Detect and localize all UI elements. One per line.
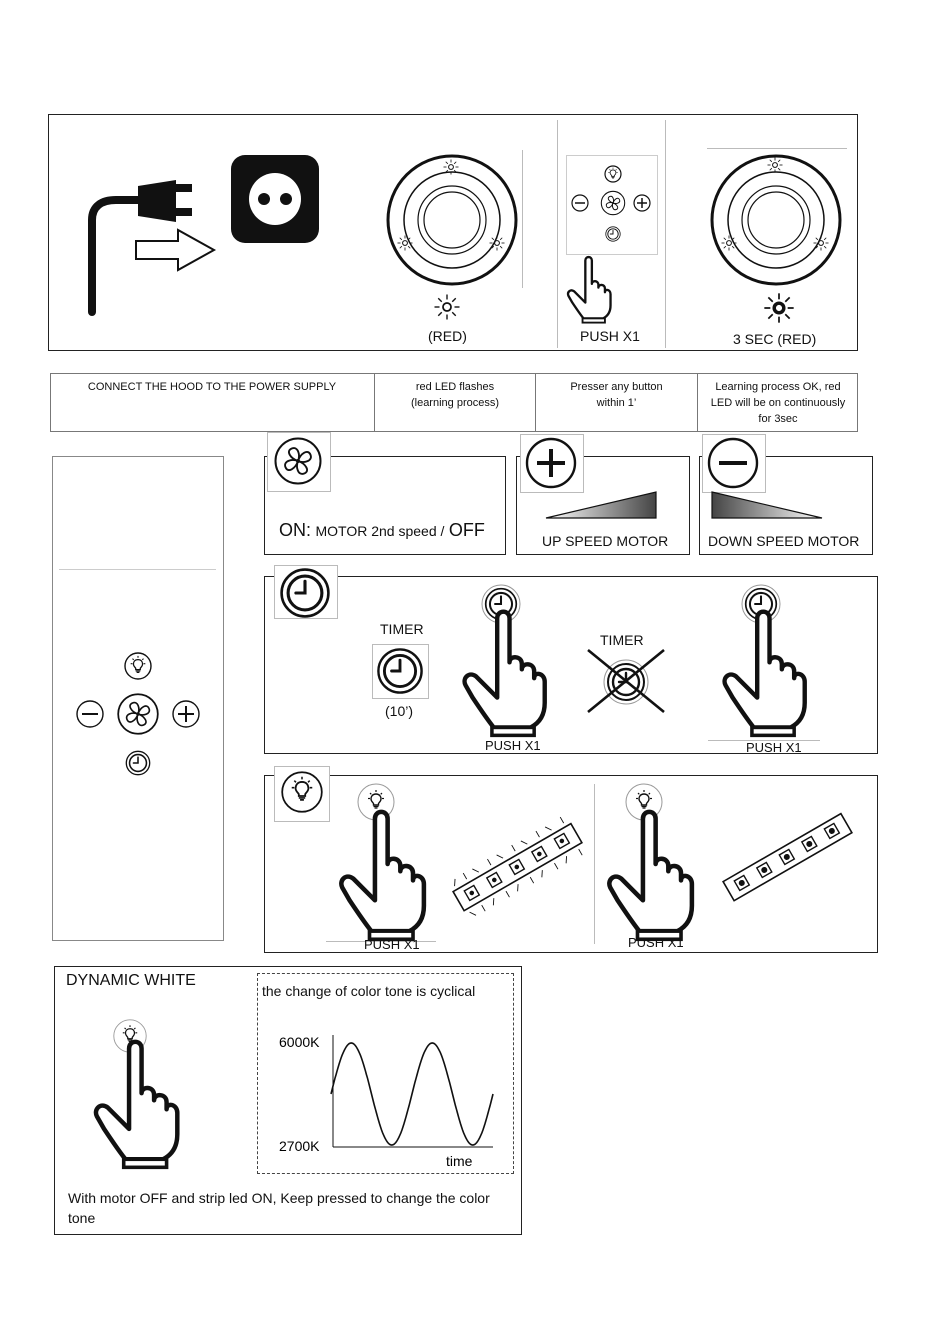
off-label: OFF (448, 520, 485, 540)
color-tone-chart (257, 973, 514, 1174)
divider (522, 150, 523, 288)
light-push-label: PUSH X1 (628, 935, 684, 950)
step-cell-flash: red LED flashes (learning process) (374, 373, 535, 431)
motor-toggle-label (279, 520, 485, 541)
keypad-large (70, 650, 206, 778)
timer-clock-icon (376, 647, 424, 695)
dynamic-white-instruction: With motor OFF and strip led ON, Keep pressed to change the color tone (68, 1190, 490, 1226)
up-speed-label: UP SPEED MOTOR (542, 533, 669, 549)
plus-icon[interactable] (524, 436, 578, 490)
ramp-up-icon (544, 490, 660, 520)
keypad-diagram (568, 160, 658, 250)
timer-push-label: PUSH X1 (746, 740, 802, 755)
timer-label: TIMER (380, 621, 424, 637)
red-led-on-icon (763, 292, 795, 324)
pointing-hand-icon (92, 1036, 184, 1170)
wall-socket-icon (230, 154, 320, 244)
divider (665, 120, 666, 348)
bulb-icon[interactable] (280, 770, 324, 814)
down-speed-label: DOWN SPEED MOTOR (708, 533, 860, 549)
pointing-hand-icon (336, 806, 432, 942)
y-tick-label-top: 6000K (279, 1034, 320, 1050)
step-cell-press: Presser any button within 1’ (535, 373, 697, 431)
led-strip-on-icon (448, 818, 588, 918)
minus-icon[interactable] (706, 436, 760, 490)
pointing-hand-icon (566, 254, 614, 324)
led-strip-off-icon (718, 808, 858, 908)
label-push: PUSH X1 (580, 328, 640, 344)
color-tone-wave (331, 1043, 493, 1145)
timer-push-label: PUSH X1 (485, 738, 541, 753)
y-tick-label-bottom: 2700K (279, 1138, 320, 1154)
timer-minutes: (10’) (385, 703, 414, 719)
label-red: (RED) (428, 328, 467, 344)
clock-icon[interactable] (279, 567, 331, 619)
timer-off-label: TIMER (600, 632, 644, 648)
ramp-down-icon (710, 490, 826, 520)
divider (594, 784, 595, 944)
arrow-right-icon (134, 228, 216, 272)
control-ring-steady (708, 150, 844, 290)
red-led-icon (432, 292, 462, 322)
dynamic-white-title: DYNAMIC WHITE (66, 972, 196, 989)
on-label: ON: (279, 520, 312, 540)
timer-cancel-icon (584, 648, 668, 714)
pointing-hand-icon (460, 606, 552, 738)
fan-icon[interactable] (273, 436, 323, 486)
pointing-hand-icon (604, 806, 700, 942)
x-axis-label: time (446, 1153, 473, 1169)
control-ring-flashing (384, 150, 520, 290)
motor-speed-text: MOTOR 2nd speed / (315, 523, 445, 539)
light-push-label: PUSH X1 (364, 937, 420, 952)
divider (557, 120, 558, 348)
step-cell-ok: Learning process OK, red LED will be on continuously for 3sec (697, 373, 858, 431)
divider (707, 148, 847, 149)
divider (59, 569, 216, 570)
pointing-hand-icon (720, 606, 812, 738)
step-cell-connect: CONNECT THE HOOD TO THE POWER SUPPLY (87, 381, 337, 393)
chart-caption: the change of color tone is cyclical (262, 983, 476, 999)
label-3sec: 3 SEC (RED) (733, 331, 817, 347)
